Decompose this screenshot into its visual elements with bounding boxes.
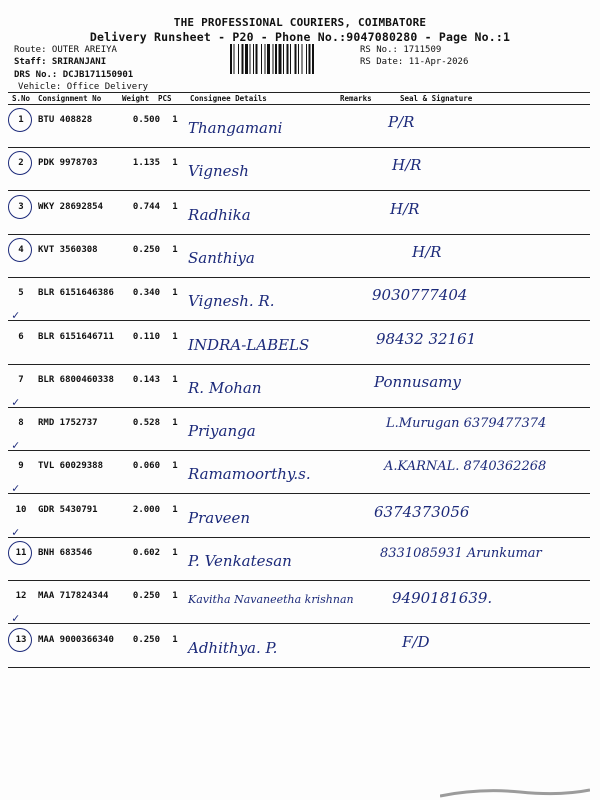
check-mark-icon: ✓ bbox=[12, 481, 20, 496]
consignment-number: RMD 1752737 bbox=[38, 418, 98, 429]
staff-label: Staff: SRIRANJANI bbox=[14, 57, 107, 67]
consignment-number: GDR 5430791 bbox=[38, 504, 98, 515]
row-serial-number: 13 bbox=[15, 634, 27, 645]
row-serial-number: 7 bbox=[18, 374, 24, 385]
consignment-number: KVT 3560308 bbox=[38, 244, 98, 255]
pieces-count: 1 bbox=[172, 201, 178, 212]
runsheet-subtitle: Delivery Runsheet - P20 - Phone No.:9047080280 - Page No.:1 bbox=[89, 30, 511, 44]
consignment-number: MAA 9000366340 bbox=[38, 634, 114, 645]
pieces-count: 1 bbox=[172, 331, 178, 342]
weight-value: 0.110 bbox=[132, 331, 160, 342]
check-mark-icon: ✓ bbox=[12, 611, 20, 626]
seal-signature-handwriting: A.KARNAL. 8740362268 bbox=[384, 459, 547, 475]
pieces-count: 1 bbox=[172, 634, 178, 645]
consignment-number: BLR 6151646711 bbox=[38, 331, 114, 342]
barcode-image bbox=[230, 44, 354, 74]
rs-number: RS No.: 1711509 bbox=[360, 45, 442, 55]
consignment-number: MAA 717824344 bbox=[38, 591, 109, 602]
col-weight: Weight bbox=[122, 94, 150, 103]
drs-number: DRS No.: DCJB171150901 bbox=[14, 70, 134, 80]
route-label: Route: OUTER AREIYA bbox=[14, 45, 117, 55]
row-divider bbox=[8, 667, 590, 668]
row-serial-number: 8 bbox=[18, 418, 24, 429]
consignee-handwritten-name: R. Mohan bbox=[188, 378, 262, 397]
table-row bbox=[8, 235, 590, 278]
header-top-rule bbox=[8, 92, 590, 93]
col-seal-signature: Seal & Signature bbox=[400, 94, 473, 103]
row-serial-number: 11 bbox=[15, 548, 27, 558]
weight-value: 2.000 bbox=[132, 504, 160, 515]
consignee-handwritten-name: Vignesh. R. bbox=[188, 292, 275, 311]
consignee-handwritten-name: INDRA-LABELS bbox=[188, 335, 310, 354]
seal-signature-handwriting: L.Murugan 6379477374 bbox=[386, 416, 547, 432]
pieces-count: 1 bbox=[172, 548, 178, 558]
weight-value: 0.250 bbox=[132, 244, 160, 255]
pieces-count: 1 bbox=[172, 461, 178, 472]
consignment-number: BNH 683546 bbox=[38, 548, 93, 558]
seal-signature-handwriting: P/R bbox=[388, 113, 415, 131]
consignee-handwritten-name: Vignesh bbox=[188, 162, 249, 181]
col-remarks: Remarks bbox=[340, 94, 372, 103]
check-mark-icon: ✓ bbox=[12, 394, 20, 409]
row-serial-number: 6 bbox=[18, 331, 24, 342]
consignment-number: BLR 6800460338 bbox=[38, 374, 114, 385]
consignee-handwritten-name: Kavitha Navaneetha krishnan bbox=[188, 593, 354, 607]
table-row bbox=[8, 192, 590, 235]
table-row bbox=[8, 105, 590, 148]
seal-signature-handwriting: F/D bbox=[402, 632, 430, 651]
consignee-handwritten-name: Ramamoorthy.s. bbox=[188, 465, 311, 484]
table-row bbox=[8, 451, 590, 494]
row-serial-number: 1 bbox=[18, 115, 24, 125]
seal-signature-handwriting: H/R bbox=[412, 242, 442, 261]
pieces-count: 1 bbox=[172, 504, 178, 515]
weight-value: 0.060 bbox=[132, 461, 160, 472]
seal-signature-handwriting: H/R bbox=[390, 199, 420, 218]
consignment-number: TVL 60029388 bbox=[38, 461, 104, 472]
table-row bbox=[8, 538, 590, 581]
table-row bbox=[8, 625, 590, 668]
seal-signature-handwriting: 9030777404 bbox=[372, 286, 468, 305]
check-mark-icon: ✓ bbox=[12, 524, 20, 539]
seal-signature-handwriting: H/R bbox=[392, 156, 422, 175]
row-serial-number: 10 bbox=[15, 504, 27, 515]
consignment-number: PDK 9978703 bbox=[38, 158, 98, 169]
pieces-count: 1 bbox=[172, 418, 178, 429]
check-mark-icon: ✓ bbox=[12, 438, 20, 453]
consignee-handwritten-name: Adhithya. P. bbox=[188, 638, 278, 657]
row-serial-number: 3 bbox=[18, 201, 24, 212]
weight-value: 0.143 bbox=[132, 374, 160, 385]
pieces-count: 1 bbox=[172, 115, 178, 125]
weight-value: 0.340 bbox=[132, 288, 160, 299]
consignment-number: WKY 28692854 bbox=[38, 201, 104, 212]
pieces-count: 1 bbox=[172, 374, 178, 385]
row-serial-number: 9 bbox=[18, 461, 24, 472]
seal-signature-handwriting: 6374373056 bbox=[374, 502, 470, 521]
seal-signature-handwriting: 98432 32161 bbox=[376, 329, 477, 348]
pieces-count: 1 bbox=[172, 158, 178, 169]
consignee-handwritten-name: Priyanga bbox=[188, 422, 256, 441]
table-row bbox=[8, 495, 590, 538]
rs-date: RS Date: 11-Apr-2026 bbox=[360, 57, 469, 67]
table-row bbox=[8, 365, 590, 408]
weight-value: 0.500 bbox=[132, 115, 160, 125]
consignee-handwritten-name: Santhiya bbox=[188, 248, 255, 267]
weight-value: 0.528 bbox=[132, 418, 160, 429]
row-serial-number: 4 bbox=[18, 244, 24, 255]
seal-signature-handwriting: Ponnusamy bbox=[374, 372, 461, 391]
consignee-handwritten-name: Praveen bbox=[188, 508, 251, 527]
weight-value: 0.744 bbox=[132, 201, 160, 212]
row-serial-number: 12 bbox=[15, 591, 27, 602]
check-mark-icon: ✓ bbox=[12, 308, 20, 323]
col-pcs: PCS bbox=[158, 94, 172, 103]
pieces-count: 1 bbox=[172, 244, 178, 255]
consignment-number: BLR 6151646386 bbox=[38, 288, 114, 299]
weight-value: 1.135 bbox=[132, 158, 160, 169]
weight-value: 0.250 bbox=[132, 591, 160, 602]
seal-signature-handwriting: 8331085931 Arunkumar bbox=[380, 546, 542, 561]
consignee-handwritten-name: P. Venkatesan bbox=[188, 552, 292, 570]
table-row bbox=[8, 322, 590, 365]
table-row bbox=[8, 581, 590, 624]
consignment-number: BTU 408828 bbox=[38, 115, 93, 125]
row-serial-number: 5 bbox=[18, 288, 24, 299]
row-serial-number: 2 bbox=[18, 158, 24, 169]
table-row bbox=[8, 408, 590, 451]
col-consignee: Consignee Details bbox=[190, 94, 267, 103]
consignee-handwritten-name: Thangamani bbox=[188, 119, 283, 137]
col-sno: S.No bbox=[12, 94, 31, 103]
col-consignment: Consignment No bbox=[38, 94, 102, 103]
company-title: THE PROFESSIONAL COURIERS, COIMBATORE bbox=[173, 16, 427, 29]
pieces-count: 1 bbox=[172, 591, 178, 602]
weight-value: 0.250 bbox=[132, 634, 160, 645]
weight-value: 0.602 bbox=[132, 548, 160, 558]
vehicle-label: Vehicle: Office Delivery bbox=[18, 82, 149, 92]
ink-smudge bbox=[440, 782, 590, 800]
seal-signature-handwriting: 9490181639. bbox=[392, 589, 493, 608]
table-row bbox=[8, 278, 590, 321]
pieces-count: 1 bbox=[172, 288, 178, 299]
consignee-handwritten-name: Radhika bbox=[188, 205, 251, 224]
table-row bbox=[8, 148, 590, 191]
